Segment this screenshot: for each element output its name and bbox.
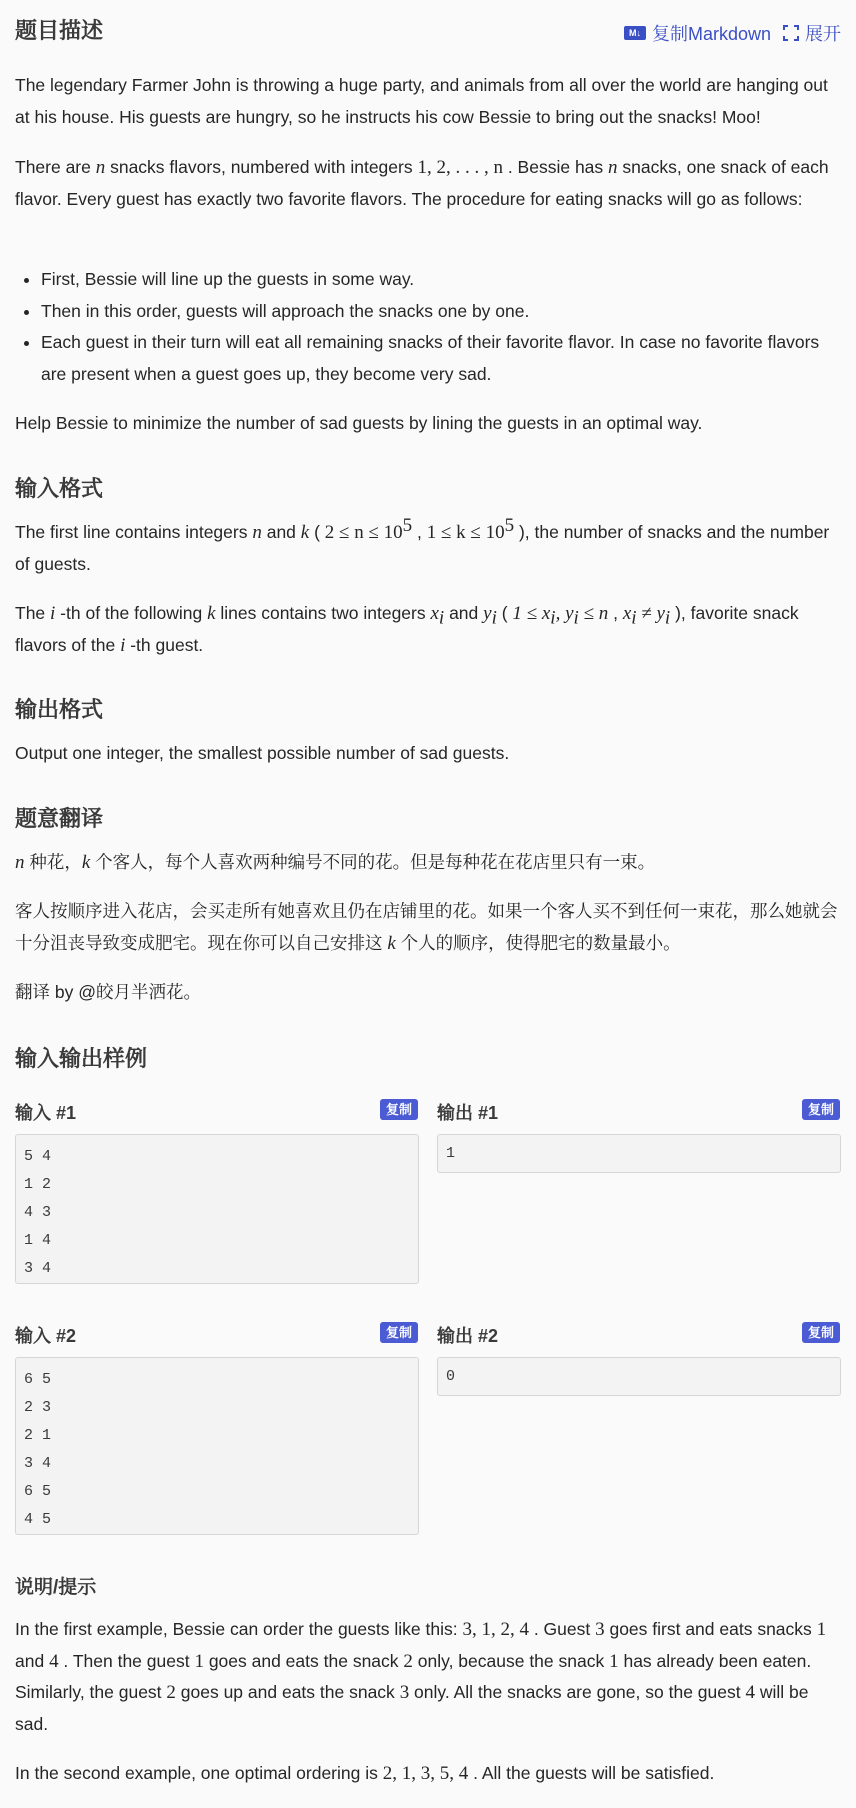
text: 翻译 by @皎月半洒花。 bbox=[15, 982, 201, 1002]
math-n: n bbox=[95, 157, 106, 178]
math-cond: ≠ y bbox=[636, 603, 665, 624]
math-k: k bbox=[207, 603, 216, 624]
math-constraint-n: 2 ≤ n ≤ 10 bbox=[324, 522, 403, 543]
code-line: 6 5 bbox=[24, 1483, 52, 1500]
code-line: 3 4 bbox=[24, 1455, 52, 1472]
code-line: 1 2 bbox=[24, 1176, 52, 1193]
code-line: 0 bbox=[446, 1368, 456, 1385]
list-item: • First, Bessie will line up the guests in some way. bbox=[41, 264, 841, 296]
code-line: 2 3 bbox=[24, 1399, 52, 1416]
markdown-icon: M↓ bbox=[624, 26, 646, 40]
code-line: 1 4 bbox=[24, 1232, 52, 1249]
math-order: 3, 1, 2, 4 bbox=[462, 1619, 529, 1640]
copy-output-1-button[interactable]: 复制 bbox=[802, 1099, 840, 1120]
math-n: n bbox=[15, 852, 25, 873]
math-number: 4 bbox=[745, 1682, 755, 1703]
math-sequence: 1, 2, . . . , n bbox=[417, 157, 503, 178]
procedure-list bbox=[15, 264, 841, 390]
text: . Guest bbox=[528, 1619, 596, 1639]
math-i: i bbox=[50, 603, 56, 624]
header bbox=[15, 0, 841, 60]
text: There are bbox=[15, 157, 96, 177]
text: goes up and eats the snack bbox=[175, 1682, 400, 1702]
sample-output-2-label: 输出 #2 bbox=[437, 1326, 499, 1346]
code-line: 3 4 bbox=[24, 1260, 52, 1277]
hint-paragraph-1 bbox=[15, 1614, 841, 1740]
math-number: 4 bbox=[49, 1650, 59, 1672]
math-subscript: i bbox=[438, 607, 445, 629]
sample-output-1[interactable] bbox=[437, 1134, 841, 1173]
text: goes and eats the snack bbox=[203, 1650, 404, 1671]
copy-markdown-label: 复制Markdown bbox=[651, 24, 771, 44]
description-paragraph-2 bbox=[15, 152, 841, 215]
math-cond: , y bbox=[555, 603, 574, 624]
text: has already been eaten. Similarly, the guest bbox=[15, 1650, 812, 1702]
input-format-paragraph-2 bbox=[15, 598, 841, 661]
text: snacks, one snack of each flavor. Every guest has exactly two favorite flavors. The procedure for eating snacks will go as follows: bbox=[15, 157, 829, 209]
code-line: 2 1 bbox=[24, 1427, 52, 1444]
math-exponent: 5 bbox=[402, 515, 413, 537]
text: The first line contains integers bbox=[15, 522, 253, 542]
math-number: 2 bbox=[166, 1682, 176, 1703]
math-cond: ≤ n bbox=[578, 603, 609, 624]
text: ), favorite snack flavors of the bbox=[15, 603, 799, 655]
page-title: 题目描述 bbox=[15, 18, 104, 43]
math-number: 3 bbox=[399, 1682, 410, 1703]
text: and bbox=[444, 603, 484, 623]
math-k: k bbox=[387, 932, 396, 954]
copy-output-2-button[interactable]: 复制 bbox=[802, 1322, 840, 1343]
hint-paragraph-2 bbox=[15, 1758, 841, 1790]
copy-markdown-button[interactable] bbox=[624, 20, 771, 46]
sample-input-1-label: 输入 #1 bbox=[15, 1103, 77, 1123]
math-subscript: i bbox=[550, 607, 556, 629]
translation-credit bbox=[15, 977, 841, 1009]
math-subscript: i bbox=[491, 607, 497, 629]
text: snacks flavors, numbered with integers bbox=[105, 157, 418, 177]
math-n: n bbox=[252, 522, 262, 543]
description-paragraph-3 bbox=[15, 408, 841, 440]
translation-title: 题意翻译 bbox=[15, 806, 104, 831]
math-x: x bbox=[430, 603, 439, 624]
math-number: 1 bbox=[609, 1650, 619, 1672]
math-k: k bbox=[81, 852, 91, 873]
text: . Then the guest bbox=[58, 1650, 195, 1671]
code-line: 5 4 bbox=[24, 1148, 52, 1165]
hint-title: 说明/提示 bbox=[15, 1577, 97, 1598]
output-format-title: 输出格式 bbox=[15, 697, 104, 722]
sample-input-2[interactable] bbox=[15, 1357, 419, 1535]
expand-label: 展开 bbox=[805, 24, 841, 44]
text: 个人的顺序，使得肥宅的数量最小。 bbox=[395, 932, 681, 953]
text: will be sad. bbox=[15, 1682, 809, 1734]
text: In the first example, Bessie can order the guests like this: bbox=[15, 1619, 463, 1639]
description bbox=[15, 70, 841, 133]
expand-button[interactable] bbox=[783, 20, 841, 46]
text: 种花， bbox=[24, 852, 82, 872]
header-actions bbox=[624, 20, 841, 46]
text: -th guest. bbox=[125, 634, 204, 655]
description-paragraph-1: The legendary Farmer John is throwing a huge party, and animals from all over the world are hanging out at his house. His guests are hungry, so he instructs his cow Bessie to bring out the snacks! Moo! bbox=[15, 75, 828, 127]
math-number: 3 bbox=[595, 1619, 605, 1640]
output-format-paragraph bbox=[15, 738, 841, 770]
math-i: i bbox=[120, 634, 126, 656]
samples-title: 输入输出样例 bbox=[15, 1046, 148, 1071]
text: and bbox=[15, 1650, 50, 1671]
text: only, because the snack bbox=[412, 1650, 610, 1671]
text: ( bbox=[309, 522, 325, 542]
text: The bbox=[15, 603, 51, 623]
list-item: • Then in this order, guests will approach the snacks one by one. bbox=[41, 296, 841, 328]
math-subscript: i bbox=[631, 607, 637, 629]
math-number: 2 bbox=[403, 1650, 413, 1672]
code-line: 4 3 bbox=[24, 1204, 52, 1221]
text: ), the number of snacks and the number of guests. bbox=[15, 522, 830, 574]
math-y: y bbox=[483, 603, 492, 624]
math-k: k bbox=[300, 522, 310, 543]
text: , bbox=[608, 603, 623, 623]
math-number: 1 bbox=[816, 1619, 827, 1640]
math-exponent: 5 bbox=[504, 515, 515, 537]
text: . Bessie has bbox=[502, 157, 609, 177]
code-line: 1 bbox=[446, 1145, 456, 1162]
translation-paragraph-2 bbox=[15, 896, 841, 959]
translation-paragraph-1 bbox=[15, 847, 841, 879]
math-subscript: i bbox=[573, 607, 579, 629]
sample-output-1-label: 输出 #1 bbox=[437, 1103, 499, 1123]
copy-input-2-button[interactable]: 复制 bbox=[380, 1322, 418, 1343]
code-line: 4 5 bbox=[24, 1511, 52, 1528]
text: and bbox=[261, 522, 301, 542]
math-number: 1 bbox=[194, 1650, 204, 1672]
text: only. All the snacks are gone, so the guest bbox=[409, 1682, 746, 1702]
math-constraint-k: 1 ≤ k ≤ 10 bbox=[426, 522, 505, 543]
text: goes first and eats snacks bbox=[604, 1619, 817, 1639]
math-order: 2, 1, 3, 5, 4 bbox=[382, 1763, 469, 1784]
text: Help Bessie to minimize the number of sad guests by lining the guests in an optimal way. bbox=[15, 413, 703, 433]
text: , bbox=[412, 522, 427, 542]
text: Output one integer, the smallest possible number of sad guests. bbox=[15, 743, 510, 763]
code-line: 6 5 bbox=[24, 1371, 52, 1388]
text: ( bbox=[496, 603, 513, 623]
math-cond: 1 ≤ x bbox=[512, 603, 551, 624]
sample-output-2[interactable] bbox=[437, 1357, 841, 1396]
math-cond: x bbox=[622, 603, 632, 624]
text: 客人按顺序进入花店，会买走所有她喜欢且仍在店铺里的花。如果一个客人买不到任何一束花，那么她就会十分沮丧导致变成肥宅。现在你可以自己安排这 bbox=[15, 901, 838, 953]
sample-input-1[interactable] bbox=[15, 1134, 419, 1284]
sample-input-2-label: 输入 #2 bbox=[15, 1326, 77, 1346]
math-n: n bbox=[608, 157, 618, 178]
text: . All the guests will be satisfied. bbox=[468, 1763, 715, 1783]
input-format-title: 输入格式 bbox=[15, 476, 104, 501]
text: -th of the following bbox=[55, 603, 208, 623]
copy-input-1-button[interactable]: 复制 bbox=[380, 1099, 418, 1120]
text: 个客人，每个人喜欢两种编号不同的花。但是每种花在花店里只有一束。 bbox=[90, 852, 656, 872]
text: In the second example, one optimal ordering is bbox=[15, 1763, 383, 1783]
math-subscript: i bbox=[664, 607, 671, 629]
input-format-paragraph-1 bbox=[15, 517, 841, 580]
list-item: • Each guest in their turn will eat all remaining snacks of their favorite flavor. In case no favorite flavors are present when a guest goes up, they become very sad. bbox=[41, 327, 841, 390]
fullscreen-icon bbox=[783, 25, 799, 41]
text: lines contains two integers bbox=[215, 603, 431, 623]
